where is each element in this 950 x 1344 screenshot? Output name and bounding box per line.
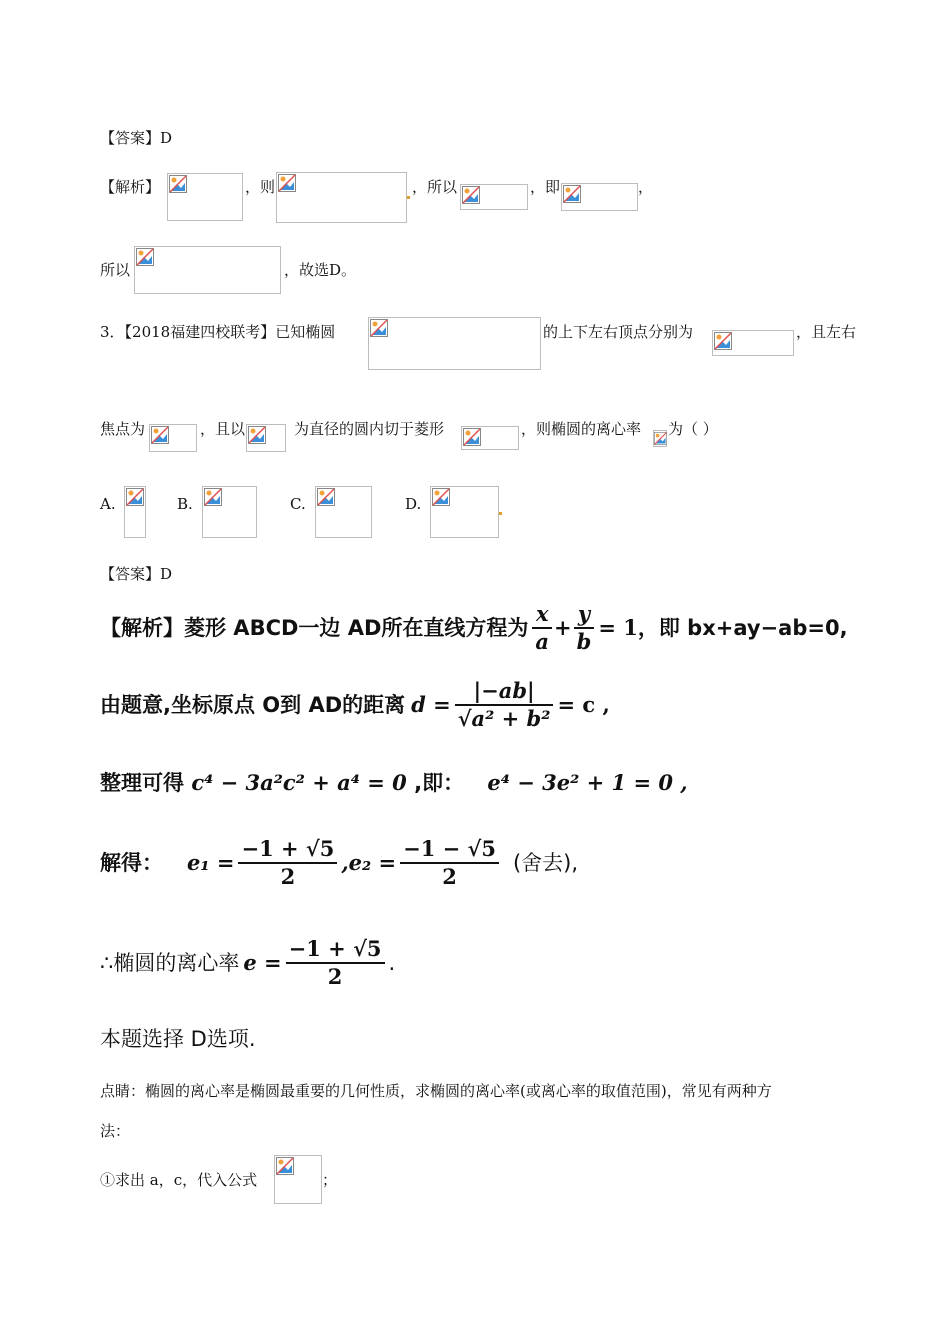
marker-dot [407, 196, 410, 199]
solution-text: 【解析】菱形 ABCD一边 AD所在直线方程为 [100, 616, 529, 640]
solution-line-3 [100, 770, 688, 796]
q3-stem-f: 为直径的圆内切于菱形 [294, 420, 445, 438]
note-line-3: ①求出 a，c，代入公式 [100, 1171, 258, 1189]
solution-text: ,即： [414, 771, 465, 795]
formula-image [149, 424, 197, 452]
solution-line-1: 【解析】菱形 ABCD一边 AD所在直线方程为 $\frac{x}{a}$ + $\frac{y}{b}$ = 1 ，即 bx+ay−ab=0, [100, 601, 848, 654]
period: . [388, 951, 396, 975]
q2-text-ji: ，即 [530, 178, 561, 196]
e2-fraction: $\frac{-1 - √5}{2}$ [400, 836, 499, 890]
note-line-1: 点睛：椭圆的离心率是椭圆最重要的几何性质，求椭圆的离心率(或离心率的取值范围)，常见有两种方 [100, 1082, 772, 1100]
q2-text-guxuan: ，故选D。 [284, 261, 357, 279]
broken-image-icon [462, 186, 480, 204]
e2-symbol: ,e₂ = [341, 850, 397, 875]
fraction-y-over-b: $\frac{y}{b}$ [574, 601, 595, 655]
solution-text: 由题意,坐标原点 O到 AD的距离 [100, 693, 406, 717]
equation-rhs: = 1 [598, 615, 638, 640]
broken-image-icon [136, 248, 154, 266]
solution-text: 解得： [100, 851, 163, 875]
option-d-image [430, 486, 499, 538]
q3-stem-e: ，且以 [200, 420, 246, 438]
broken-image-icon [370, 319, 388, 337]
q2-text-comma: ， [638, 178, 654, 196]
broken-image-icon [432, 488, 450, 506]
solution-text: (舍去), [512, 851, 578, 875]
equation: e⁴ − 3e² + 1 = 0 , [487, 770, 688, 795]
note-end: ； [322, 1171, 338, 1189]
broken-image-icon [204, 488, 222, 506]
broken-image-icon [563, 185, 581, 203]
q2-text-ze: ，则 [245, 178, 276, 196]
option-b-label: B. [177, 495, 193, 513]
broken-image-icon [714, 332, 732, 350]
broken-image-icon [248, 426, 266, 444]
q3-stem-d: 焦点为 [100, 420, 146, 438]
note-line-2: 法： [100, 1122, 131, 1140]
equation: c⁴ − 3a²c² + a⁴ = 0 [191, 770, 407, 795]
solution-line-6: 本题选择 D选项. [100, 1027, 256, 1051]
solution-text: ∴椭圆的离心率 [100, 951, 240, 975]
q3-stem-h: 为（ ） [668, 420, 718, 438]
formula-image [712, 330, 794, 356]
broken-image-icon [317, 488, 335, 506]
option-b-image [202, 486, 257, 538]
formula-image [274, 1155, 322, 1204]
formula-image [134, 246, 281, 294]
option-c-label: C. [290, 495, 306, 513]
q2-text-suoyi: ，所以 [412, 178, 458, 196]
solution-line-4 [100, 828, 578, 898]
option-a-image [124, 486, 146, 538]
formula-image [167, 173, 243, 221]
formula-image [653, 430, 667, 447]
q3-stem-a: 3．【2018福建四校联考】已知椭圆 [100, 323, 336, 341]
formula-image [561, 183, 638, 211]
option-c-image [315, 486, 372, 538]
q3-stem-c: ，且左右 [796, 323, 857, 341]
q3-stem-g: ，则椭圆的离心率 [521, 420, 642, 438]
solution-line-5 [100, 928, 395, 998]
broken-image-icon [126, 488, 144, 506]
distance-symbol: d = [411, 692, 451, 717]
q3-stem-b: 的上下左右顶点分别为 [543, 323, 694, 341]
broken-image-icon [463, 428, 481, 446]
broken-image-icon [169, 175, 187, 193]
e1-fraction: $\frac{-1 + √5}{2}$ [238, 836, 337, 890]
distance-fraction: $\frac{|-ab|}{\text{√a² + b²}}$ [455, 678, 554, 732]
e-fraction: $\frac{-1 + √5}{2}$ [286, 936, 385, 990]
broken-image-icon [654, 431, 667, 446]
solution-line-2 [100, 670, 610, 740]
formula-image [368, 317, 541, 370]
broken-image-icon [276, 1157, 294, 1175]
formula-image [246, 424, 286, 452]
option-a-label: A. [100, 495, 116, 513]
q2-analysis-label: 【解析】 [100, 178, 161, 196]
broken-image-icon [151, 426, 169, 444]
solution-text: 整理可得 [100, 771, 184, 795]
e1-symbol: e₁ = [187, 850, 235, 875]
option-d-label: D. [405, 495, 422, 513]
q2-answer: 【答案】D [100, 129, 173, 147]
q2-text-suoyi2: 所以 [100, 261, 131, 279]
equation-rhs: = c , [557, 692, 610, 717]
formula-image [460, 184, 528, 210]
e-symbol: e = [243, 950, 282, 975]
broken-image-icon [278, 174, 296, 192]
formula-image [461, 426, 519, 450]
formula-image [276, 172, 407, 223]
fraction-x-over-a: $\frac{x}{a}$ [532, 601, 552, 655]
q3-answer: 【答案】D [100, 565, 173, 583]
marker-dot [499, 512, 502, 515]
solution-text: ，即 bx+ay−ab=0, [637, 616, 848, 640]
